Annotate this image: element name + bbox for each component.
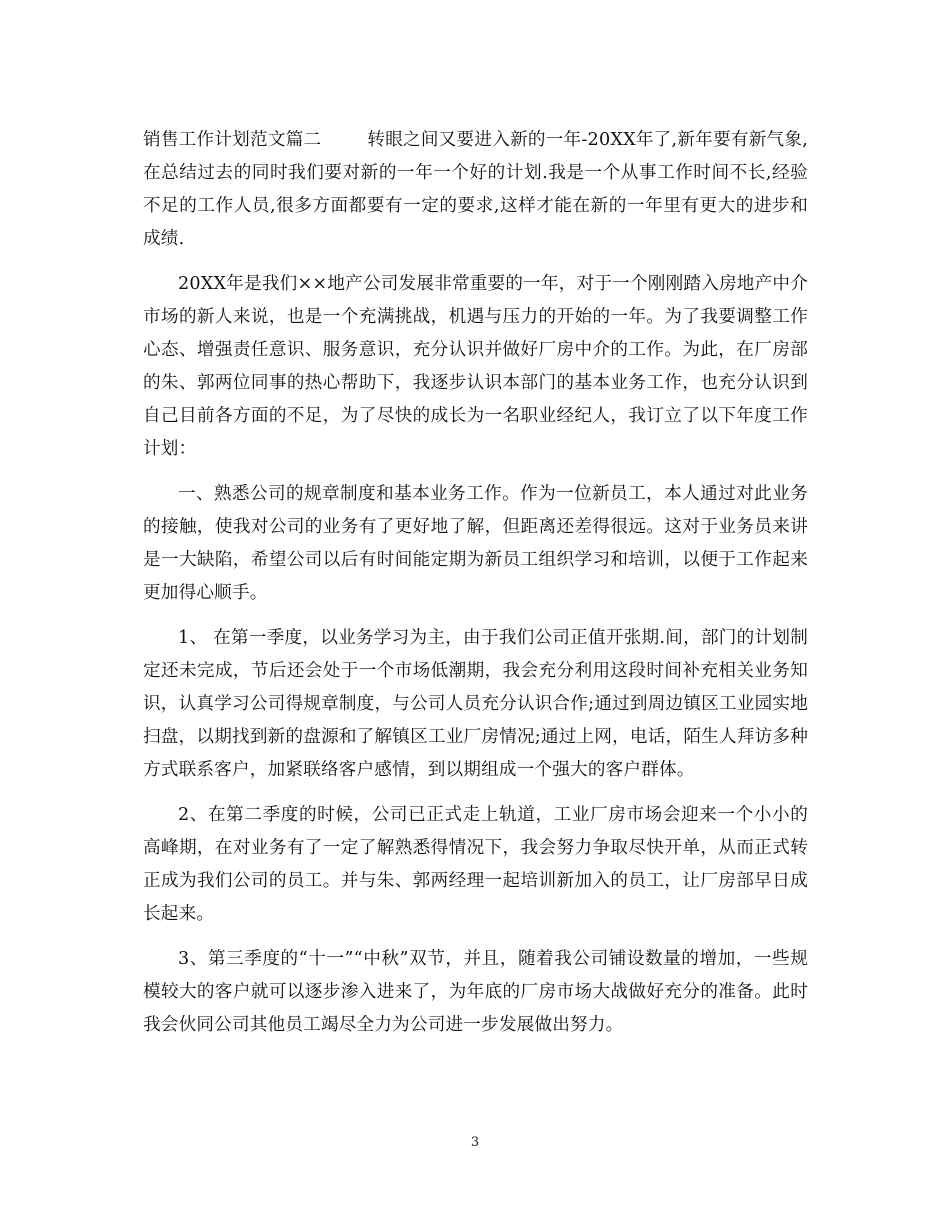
intro-text: 转眼之间又要进入新的一年-20XX年了,新年要有新气象,在总结过去的同时我们要对新的一年一个好的计划.我是一个从事工作时间不长,经验不足的工作人员,很多方面都要有一定的要求,这样才能在新的一年里有更大的进步和成绩. <box>143 130 808 249</box>
paragraph-quarter-two: 2、在第二季度的时候，公司已正式走上轨道，工业厂房市场会迎来一个小小的高峰期，在对业务有了一定了解熟悉得情况下，我会努力争取尽快开单，从而正式转正成为我们公司的员工。并与朱、郭两经理一起培训新加入的员工，让厂房部早日成长起来。 <box>143 805 808 924</box>
intro-paragraph <box>143 124 808 256</box>
paragraph-annual-overview: 20XX年是我们××地产公司发展非常重要的一年，对于一个刚刚踏入房地产中介市场的新人来说，也是一个充满挑战，机遇与压力的开始的一年。为了我要调整工作心态、增强责任意识、服务意识，充分认识并做好厂房中介的工作。为此，在厂房部的朱、郭两位同事的热心帮助下，我逐步认识本部门的基本业务工作，也充分认识到自己目前各方面的不足，为了尽快的成长为一名职业经纪人，我订立了以下年度工作计划： <box>143 274 808 459</box>
document-body <box>143 124 808 1042</box>
paragraph-quarter-three: 3、第三季度的“十一”“中秋”双节，并且，随着我公司铺设数量的增加，一些规模较大的客户就可以逐步渗入进来了，为年底的厂房市场大战做好充分的准备。此时我会伙同公司其他员工竭尽全力为公司进一步发展做出努力。 <box>143 949 808 1035</box>
paragraph-section-one: 一、熟悉公司的规章制度和基本业务工作。作为一位新员工，本人通过对此业务的接触，使我对公司的业务有了更好地了解，但距离还差得很远。这对于业务员来讲是一大缺陷，希望公司以后有时间能定期为新员工组织学习和培训，以便于工作起来更加得心顺手。 <box>143 484 808 603</box>
document-title: 销售工作计划范文篇二 <box>143 130 322 150</box>
page-number: 3 <box>470 1135 480 1150</box>
paragraph-quarter-one: 1、 在第一季度，以业务学习为主，由于我们公司正值开张期.间，部门的计划制定还未完成，节后还会处于一个市场低潮期，我会充分利用这段时间补充相关业务知识，认真学习公司得规章制度，与公司人员充分认识合作;通过到周边镇区工业园实地扫盘，以期找到新的盘源和了解镇区工业厂房情况;通过上网，电话，陌生人拜访多种方式联系客户，加紧联络客户感情，到以期组成一个强大的客户群体。 <box>143 628 808 780</box>
